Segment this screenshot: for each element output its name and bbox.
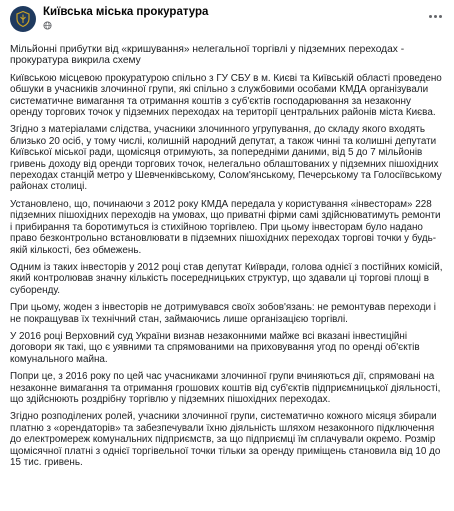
- post-headline: Мільйонні прибутки від «кришування» нелегальної торгівлі у підземних переходах - прокуратура викрила схему: [10, 44, 405, 67]
- post-paragraph: Одним із таких інвесторів у 2012 році став депутат Київради, голова однієї з постійних комісій, який контролював значну кількість посередницьких структур, що здавали ці торгові площі в суборенду.: [10, 261, 443, 296]
- post-paragraph: Установлено, що, починаючи з 2012 року КМДА передала у користування «інвесторам» 228 підземних пішохідних переходів на умовах, що приватні фірми самі здійснюватимуть ремонти і прибирання та боротимуться із стихійною торгівлею. При цьому інвесторам було надано право безконтрольно встановлювати в підземних пішохідних переходах торгові точки у будь-якій кількості, без обмежень.: [10, 198, 441, 256]
- page-avatar[interactable]: [10, 6, 36, 32]
- post-paragraph: Згідно з матеріалами слідства, учасники злочинного угрупування, до складу якого входять близько 20 осіб, у тому числі, колишній народний депутат, а також чинні та колишні депутати Київської міської ради, щомісяця отримують, за попередніми даними, від 5 до 7 мільйонів гривень доходу від оренди торгових точок, нелегально облаштованих у підземних пішохідних переходах станцій метро у Шевченківському, Солом'янському, Печерському та Голосіївському районах столиці.: [10, 124, 442, 193]
- more-options-button[interactable]: [426, 10, 444, 22]
- page-name[interactable]: Київська міська прокуратура: [43, 6, 209, 18]
- post-paragraph: Київською місцевою прокуратурою спільно з ГУ СБУ в м. Києві та Київській області проведено обшуки в учасників злочинної групи, які спільно з службовими особами КМДА організували систематичне вимагання та отримання коштів з суб'єктів господарювання за незаконну оренду торгових точок у підземних переходах на території центральних районів міста Києва.: [10, 72, 442, 119]
- post-paragraph: У 2016 році Верховний суд України визнав незаконними майже всі вказані інвестиційні договори як такі, що є уявними та спрямованими на приховування угод по оренді об'єктів комунального майна.: [10, 330, 420, 365]
- post-body: [10, 44, 444, 468]
- more-options-icon: [429, 15, 432, 18]
- globe-icon[interactable]: [43, 21, 52, 30]
- post-header: [10, 6, 444, 34]
- post-paragraph: Згідно розподілених ролей, учасники злочинної групи, систематично кожного місяця збирали платню з «орендаторів» та забезпечували їхню діяльність шляхом незаконного підключення до електромереж комунальних підприємств, за що підприємці їм сплачували окремо. Розмір щомісячної платні з однієї торгівельної точки тільки за оренду приміщень становила від 10 до 15 тис. гривень.: [10, 411, 441, 468]
- post-paragraph: Попри це, з 2016 року по цей час учасниками злочинної групи вчиняються дії, спрямовані на незаконне вимагання та отримання грошових коштів від суб'єктів підприємницької діяльності, що здійснюють роздрібну торгівлю у підземних пішохідних переходах.: [10, 371, 441, 405]
- post-meta: [43, 21, 208, 30]
- post-paragraph: При цьому, жоден з інвесторів не дотримувався своїх зобов'язань: не ремонтував переходи і не покращував їх технічний стан, займаючись лише організацією торгівлі.: [10, 302, 436, 325]
- emblem-icon: [14, 10, 32, 28]
